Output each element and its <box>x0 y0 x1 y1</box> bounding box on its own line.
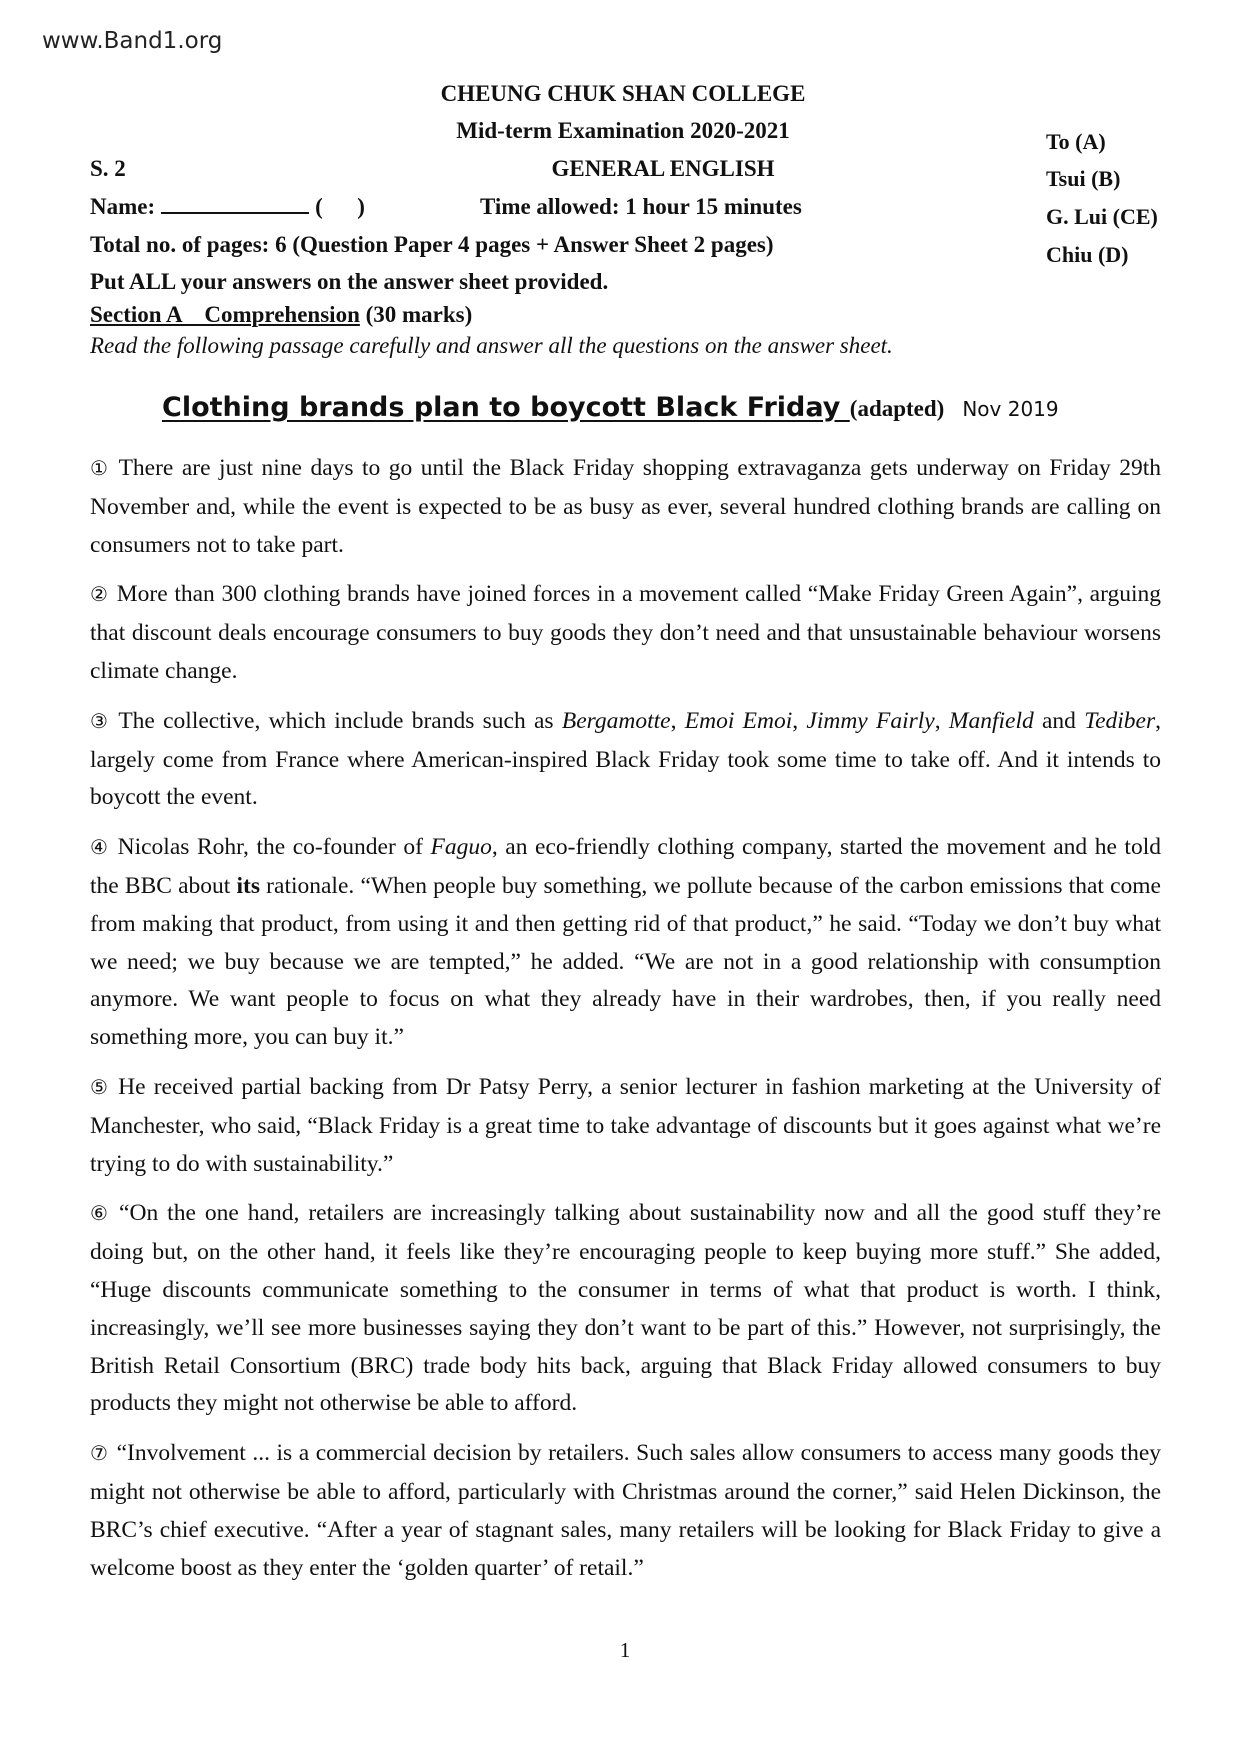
paragraph-number: ① <box>90 458 111 480</box>
name-line <box>90 194 365 220</box>
paragraph-text: and <box>1033 707 1085 734</box>
paragraph-text: “Involvement ... is a commercial decision by retailers. Such sales allow consumers to access many goods they might not otherwise be able to afford, particularly with Christmas around the corner,” said Helen Dickinson, the BRC’s chief executive. “After a year of stagnant sales, many retailers will be looking for Black Friday to give a welcome boost as they enter the ‘golden quarter’ of retail.” <box>90 1440 1161 1581</box>
teacher-1: To (A) <box>1046 129 1106 154</box>
paragraph-number: ⑥ <box>90 1203 112 1226</box>
paragraph-text: There are just nine days to go until the Black Friday shopping extravaganza gets underway on Friday 29th November and, while the event is expected to be as busy as ever, several hundred clothing brands are calling on consumers not to take part. <box>90 455 1162 558</box>
paragraph-7 <box>90 1435 1161 1587</box>
instruction: Put ALL your answers on the answer sheet provided. <box>90 269 609 294</box>
paragraph-text: , an eco-friendly clothing company, started the movement and he told the BBC about <box>90 834 1161 899</box>
total-pages: Total no. of pages: 6 (Question Paper 4 pages + Answer Sheet 2 pages) <box>90 232 774 257</box>
article-title <box>162 392 1059 423</box>
class-number: ( ) <box>315 194 365 219</box>
subject: GENERAL ENGLISH <box>551 156 775 181</box>
article-date: Nov 2019 <box>962 397 1059 421</box>
paragraph-1 <box>90 450 1161 564</box>
paragraph-3 <box>90 703 1161 817</box>
paragraph-number: ② <box>90 584 109 607</box>
school-name: CHEUNG CHUK SHAN COLLEGE <box>440 81 806 106</box>
paragraph-6 <box>90 1195 1161 1423</box>
paragraph-text: Tediber <box>1084 707 1156 734</box>
paragraph-text: Jimmy Fairly <box>806 707 935 734</box>
exam-title: Mid-term Examination 2020-2021 <box>456 118 790 143</box>
time-allowed: Time allowed: 1 hour 15 minutes <box>480 194 802 219</box>
section-label: Section A Comprehension <box>90 302 360 327</box>
paragraph-text: Nicolas Rohr, the co-founder of <box>117 834 431 861</box>
section-heading <box>90 302 472 328</box>
paragraph-text: Faguo <box>430 834 492 861</box>
paragraph-text: , <box>792 707 807 734</box>
paragraph-number: ⑦ <box>90 1443 109 1466</box>
paragraph-text: Emoi Emoi <box>684 707 793 734</box>
paragraph-5 <box>90 1069 1161 1183</box>
paragraph-number: ⑤ <box>90 1076 111 1099</box>
paragraph-2 <box>90 576 1161 690</box>
teacher-4: Chiu (D) <box>1046 242 1129 267</box>
paragraph-text: Bergamotte <box>561 707 671 734</box>
website-watermark: www.Band1.org <box>42 28 223 54</box>
page-number: 1 <box>619 1638 631 1662</box>
reading-instruction: Read the following passage carefully and answer all the questions on the answer sheet. <box>90 333 893 358</box>
paragraph-text: , <box>934 707 949 734</box>
paragraph-text: , largely come from France where American-inspired Black Friday took some time to take off. And it intends to boycott the event. <box>90 707 1162 811</box>
paragraph-number: ④ <box>90 837 110 860</box>
paragraph-text: More than 300 clothing brands have joined forces in a movement called “Make Friday Green Again”, arguing that discount deals encourage consumers to buy goods they don’t need and that unsustainable behaviour worsens climate change. <box>90 581 1161 684</box>
paragraph-number: ③ <box>90 710 111 733</box>
section-marks: (30 marks) <box>359 302 473 327</box>
paragraph-text: He received partial backing from Dr Patsy Perry, a senior lecturer in fashion marketing at the University of Manchester, who said, “Black Friday is a great time to take advantage of discounts but it goes against what we’re trying to do with sustainability.” <box>90 1073 1161 1177</box>
paragraph-text: its <box>236 872 260 899</box>
paragraph-text: The collective, which include brands such as <box>118 707 562 734</box>
paragraph-text: rationale. “When people buy something, we pollute because of the carbon emissions that come from making that product, from using it and then getting rid of that product,” he said. “Today we don’t buy what we need; we buy because we are tempted,” he added. “We are not in a good relationship with consumption anymore. We want people to focus on what they already have in their wardrobes, then, if you really need something more, you can buy it.” <box>90 872 1161 1051</box>
name-blank <box>161 194 309 214</box>
name-label: Name: <box>90 194 156 219</box>
teacher-3: G. Lui (CE) <box>1046 204 1158 229</box>
paragraph-text: “On the one hand, retailers are increasingly talking about sustainability now and all the good stuff they’re doing but, on the other hand, it feels like they’re encouraging people to keep buying more stuff.” She added, “Huge discounts communicate something to the consumer in terms of what that product is worth. I think, increasingly, we’ll see more businesses saying they don’t want to be part of this.” However, not surprisingly, the British Retail Consortium (BRC) trade body hits back, arguing that Black Friday allowed consumers to buy products they might not otherwise be able to afford. <box>90 1200 1161 1417</box>
paragraph-text: , <box>670 707 685 734</box>
article-body <box>90 450 1161 1599</box>
article-headline: Clothing brands plan to boycott Black Friday <box>162 392 850 423</box>
paragraph-text: Manfield <box>948 707 1034 734</box>
form-level: S. 2 <box>90 156 126 181</box>
teacher-2: Tsui (B) <box>1046 166 1121 191</box>
adapted-note: (adapted) <box>849 396 945 421</box>
paragraph-4 <box>90 829 1161 1057</box>
